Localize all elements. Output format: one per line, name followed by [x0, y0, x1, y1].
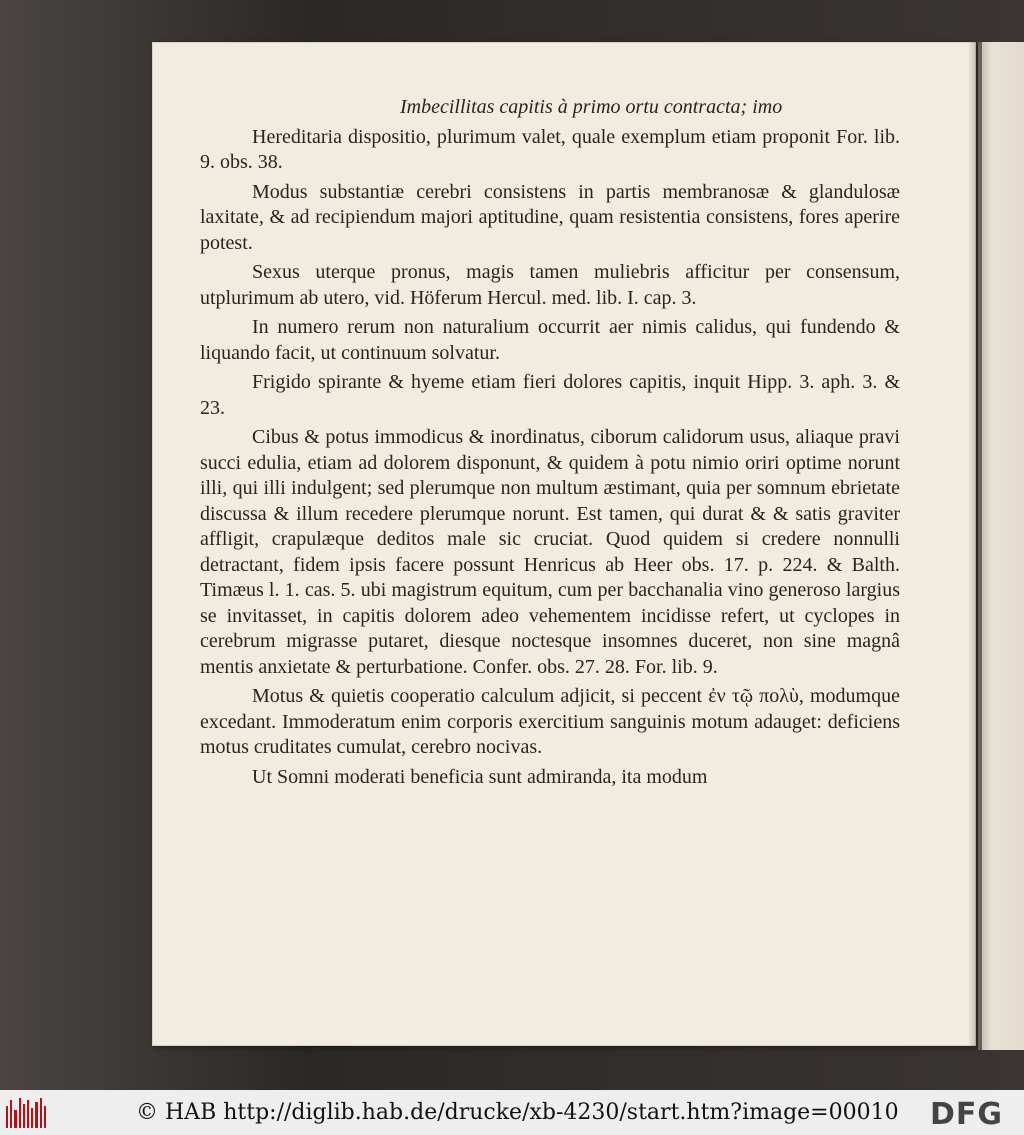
- paragraph-9: Ut Somni moderati beneficia sunt admiranda, ita modum: [252, 765, 708, 788]
- page-text: [200, 95, 900, 794]
- paragraph-8: Motus & quietis cooperatio calculum adjicit, si peccent ἐν τῷ πολὺ, modumque excedant. Immoderatum enim corporis exercitium sanguinis motum adauget: deficiens motus cruditates cumulat, cerebro nocivas.: [200, 685, 900, 758]
- paragraph-2: Hereditaria dispositio, plurimum valet, quale exemplum etiam proponit For. lib. 9. obs. 38.: [200, 125, 900, 173]
- next-page-edge: [978, 42, 1024, 1050]
- paragraph-5: In numero rerum non naturalium occurrit aer nimis calidus, qui fundendo & liquando facit, ut continuum solvatur.: [200, 316, 900, 364]
- copyright-link[interactable]: © HAB http://diglib.hab.de/drucke/xb-4230/start.htm?image=00010: [136, 1100, 899, 1125]
- paragraph-7: Cibus & potus immodicus & inordinatus, ciborum calidorum usus, aliaque pravi succi edulia, etiam ad dolorem disponunt, & quidem à potu nimio oriri optime norunt illi, qui illi indulgent; sed plerumque non multum æstimant, quia per somnum ebrietate discussa & illum recedere plerumque norunt. Est tamen, qui durat & & satis graviter affligit, crapulæque deditos male sic cruciat. Quod quidem si credere nonnulli detractant, fidem ipsis facere possunt Henricus ab Heer obs. 17. p. 224. & Balth. Timæus l. 1. cas. 5. ubi magistrum equitum, cum per bacchanalia vino generoso largius se invitasset, in capitis dolorem adeo vehementem incidisse refert, ut cyclopes in cerebrum migrasse putaret, diesque noctesque insomnes duceret, non sine magnâ mentis anxietate & perturbatione. Confer. obs. 27. 28. For. lib. 9.: [200, 426, 900, 678]
- dfg-logo: DFG: [930, 1097, 1004, 1132]
- paragraph-4: Sexus uterque pronus, magis tamen muliebris afficitur per consensum, utplurimum ab utero, vid. Höferum Hercul. med. lib. I. cap. 3.: [200, 261, 900, 309]
- paragraph-1: Imbecillitas capitis à primo ortu contracta; imo: [400, 96, 783, 118]
- paragraph-3: Modus substantiæ cerebri consistens in partis membranosæ & glandulosæ laxitate, & ad recipiendum majori aptitudine, quam resistentia consistens, fores aperire potest.: [200, 180, 900, 254]
- hab-logo-icon: [6, 1098, 46, 1128]
- paragraph-6: Frigido spirante & hyeme etiam fieri dolores capitis, inquit Hipp. 3. aph. 3. & 23.: [200, 371, 900, 419]
- page-gutter: [978, 42, 982, 1050]
